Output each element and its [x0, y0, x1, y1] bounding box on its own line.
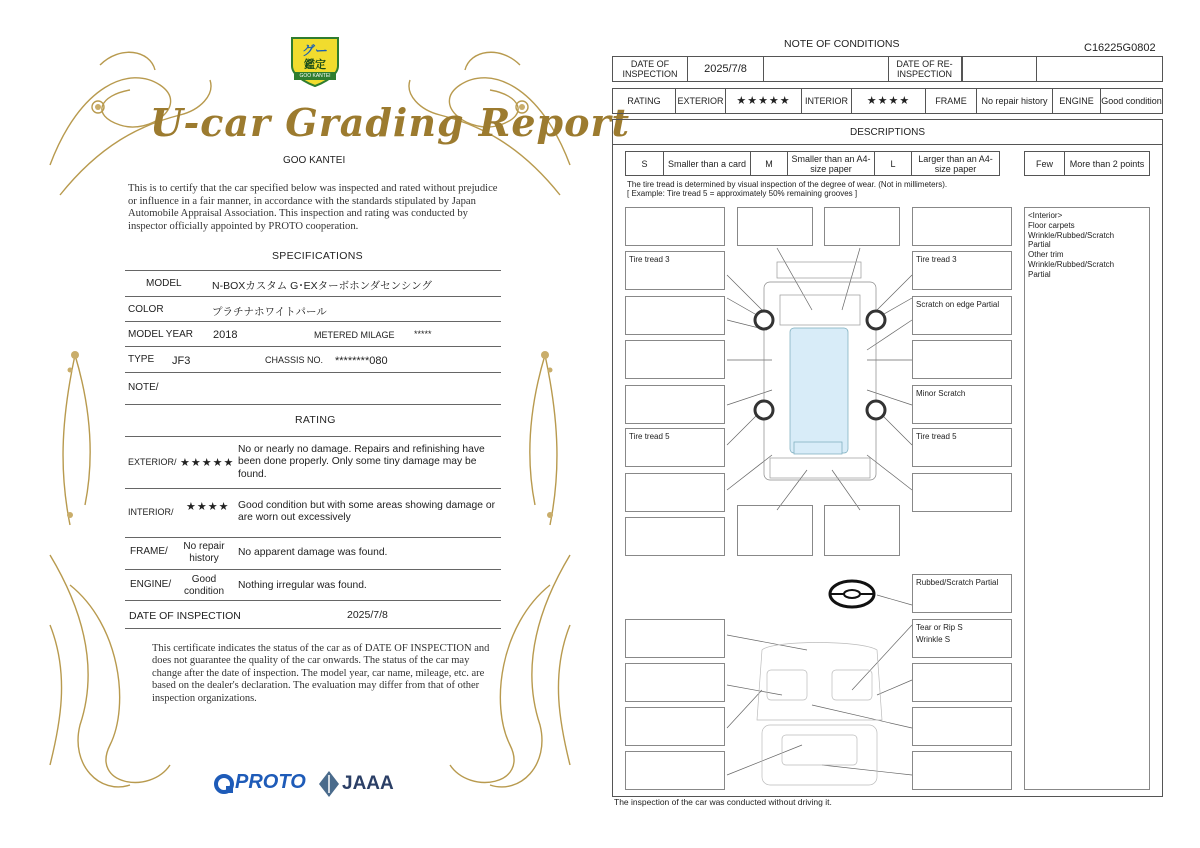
desc-box — [625, 428, 725, 467]
divider — [125, 569, 501, 570]
legend-text: Larger than an A4-size paper — [918, 153, 993, 174]
desc-box — [912, 207, 1012, 246]
desc-box — [912, 428, 1012, 467]
divider — [125, 346, 501, 347]
desc-box-label: Minor Scratch — [916, 389, 966, 398]
interior-stars: ★★★★ — [186, 501, 230, 513]
model-year-label: MODEL YEAR — [128, 329, 194, 340]
descriptions-heading: DESCRIPTIONS — [613, 120, 1162, 145]
desc-box — [625, 251, 725, 290]
desc-box-label: Wrinkle S — [916, 635, 951, 644]
interior-notes — [1028, 211, 1114, 280]
report-title: U-car Grading Report — [150, 100, 631, 145]
rating-row — [612, 88, 1163, 114]
conditions-title: NOTE OF CONDITIONS — [784, 38, 900, 50]
type-value: JF3 — [172, 355, 191, 367]
interior-stars: ★★★★ — [852, 89, 926, 113]
date-row — [612, 56, 1163, 82]
engine-label: ENGINE/ — [130, 579, 172, 590]
interior-note-line: Wrinkle/Rubbed/Scratch — [1028, 230, 1115, 240]
interior-note-line: Wrinkle/Rubbed/Scratch — [1028, 259, 1115, 269]
mileage-value: ***** — [414, 329, 432, 339]
certificate-footer: This certificate indicates the status of the car as of DATE OF INSPECTION and does not guarantee the quality of the car onwards. The status of the car may change after the date of inspection. The model year, car name, mileage, etc. are based on the dealer's declaration. The evaluation may differ from that of other inspection organizations. — [152, 643, 490, 704]
date-label: DATE OF INSPECTION — [129, 610, 241, 622]
empty-cell — [963, 57, 1037, 81]
date-reinspection-label: DATE OF RE-INSPECTION — [887, 57, 963, 81]
model-year-value: 2018 — [213, 329, 238, 341]
interior-note-line: Partial — [1028, 240, 1051, 250]
divider — [125, 537, 501, 538]
rating-label: RATING — [613, 89, 676, 113]
exterior-desc: No or nearly no damage. Repairs and refinishing have been done properly. Only some tiny damage may be found. — [238, 444, 485, 480]
desc-box — [912, 340, 1012, 379]
frame-desc: No apparent damage was found. — [238, 547, 388, 558]
interior-label: INTERIOR — [802, 89, 852, 113]
desc-box — [824, 505, 900, 556]
desc-box-label: Tear or Rip S — [916, 623, 963, 632]
empty-cell — [764, 57, 889, 81]
interior-label: INTERIOR/ — [128, 507, 174, 517]
few-legend — [1024, 151, 1150, 176]
divider — [125, 270, 501, 271]
desc-box — [625, 473, 725, 512]
frame-label: FRAME/ — [130, 546, 168, 557]
exterior-stars: ★★★★★ — [726, 89, 802, 113]
desc-box — [625, 517, 725, 556]
desc-box — [912, 663, 1012, 702]
interior-notes-box — [1024, 207, 1150, 790]
desc-box — [625, 619, 725, 658]
divider — [125, 600, 501, 601]
desc-box — [625, 385, 725, 424]
desc-box — [912, 473, 1012, 512]
desc-box — [912, 296, 1012, 335]
date-inspection-label: DATE OF INSPECTION — [613, 57, 688, 81]
conditions-footer: The inspection of the car was conducted without driving it. — [614, 797, 832, 807]
desc-box — [912, 751, 1012, 790]
legend-key: S — [626, 152, 664, 175]
chassis-value: ********080 — [335, 355, 388, 367]
engine-value: Good condition — [183, 574, 225, 597]
exterior-stars: ★★★★★ — [180, 457, 235, 469]
interior-note-line: Floor carpets — [1028, 220, 1075, 230]
legend-key: Few — [1025, 152, 1065, 175]
empty-cell — [1037, 57, 1162, 81]
desc-box — [625, 751, 725, 790]
legend-text: More than 2 points — [1069, 158, 1145, 169]
note-label: NOTE/ — [128, 382, 159, 393]
desc-box-label: Tire tread 5 — [629, 432, 670, 441]
frame-label: FRAME — [926, 89, 977, 113]
tread-example: [ Example: Tire tread 5 = approximately 50% remaining grooves ] — [627, 189, 858, 198]
desc-box — [625, 207, 725, 246]
jaaa-text: JAAA — [342, 773, 394, 794]
report-code: C16225G0802 — [1084, 42, 1156, 54]
certification-text: This is to certify that the car specified below was inspected and rated without prejudice or influence in a fair manner, in accordance with the standards stipulated by Japan Automobile Appraisal Association. This inspection and rating was conducted by inspector officially appointed by PROTO cooperation. — [128, 183, 498, 232]
legend-key: M — [751, 152, 788, 175]
engine-label: ENGINE — [1053, 89, 1101, 113]
tread-note: The tire tread is determined by visual inspection of the degree of wear. (Not in millimeters). — [627, 180, 948, 189]
proto-text: PROTO — [235, 771, 306, 793]
desc-box-label: Tire tread 3 — [916, 255, 957, 264]
desc-box — [737, 207, 813, 246]
desc-box — [912, 707, 1012, 746]
interior-note-line: Partial — [1028, 269, 1051, 279]
steering-wheel-icon — [830, 581, 874, 607]
specifications-heading: SPECIFICATIONS — [272, 250, 363, 262]
desc-box — [625, 707, 725, 746]
desc-box — [912, 251, 1012, 290]
badge-line2: 鑑定 — [304, 59, 326, 71]
divider — [125, 296, 501, 297]
badge-line1: グー — [301, 43, 328, 58]
desc-box — [912, 385, 1012, 424]
legend-text: Smaller than a card — [664, 152, 751, 175]
desc-box-label: Tire tread 3 — [629, 255, 670, 264]
size-legend — [625, 151, 1000, 176]
desc-box — [912, 574, 1012, 613]
divider — [125, 372, 501, 373]
engine-value: Good condition — [1101, 96, 1162, 106]
desc-box — [625, 296, 725, 335]
color-label: COLOR — [128, 304, 164, 315]
desc-box — [824, 207, 900, 246]
exterior-label: EXTERIOR — [676, 89, 726, 113]
proto-mark-icon — [213, 773, 235, 795]
desc-box-label: Tire tread 5 — [916, 432, 957, 441]
interior-note-line: <Interior> — [1028, 211, 1063, 220]
desc-box — [912, 619, 1012, 658]
rating-heading: RATING — [295, 414, 336, 426]
divider — [125, 404, 501, 405]
desc-box — [737, 505, 813, 556]
badge-caption: GOO KANTEI — [299, 73, 331, 79]
desc-box — [625, 340, 725, 379]
legend-key: L — [875, 152, 912, 175]
model-value: N-BOXカスタム G･EXターボホンダセンシング — [212, 280, 432, 292]
color-value: プラチナホワイトパール — [212, 306, 327, 318]
desc-box-label: Rubbed/Scratch Partial — [916, 578, 999, 587]
divider — [125, 628, 501, 629]
interior-note-line: Other trim — [1028, 250, 1064, 260]
desc-box-label: Scratch on edge Partial — [916, 300, 1000, 309]
goo-kantei-badge — [288, 32, 342, 88]
interior-desc: Good condition but with some areas showing damage or are worn out excessively — [238, 500, 495, 524]
model-label: MODEL — [146, 278, 182, 289]
mileage-label: METERED MILAGE — [314, 330, 395, 340]
report-subtitle: GOO KANTEI — [283, 155, 346, 166]
date-value: 2025/7/8 — [347, 609, 388, 621]
divider — [125, 488, 501, 489]
frame-value: No repair history — [977, 89, 1053, 113]
jaaa-mark-icon — [319, 771, 339, 797]
divider — [125, 436, 501, 437]
engine-desc: Nothing irregular was found. — [238, 580, 367, 591]
divider — [125, 321, 501, 322]
exterior-label: EXTERIOR/ — [128, 457, 177, 467]
date-inspection-value: 2025/7/8 — [688, 57, 764, 81]
type-label: TYPE — [128, 354, 155, 365]
frame-value: No repair history — [183, 541, 225, 564]
legend-text: Smaller than an A4-size paper — [788, 152, 875, 175]
desc-box — [625, 663, 725, 702]
chassis-label: CHASSIS NO. — [265, 355, 324, 365]
